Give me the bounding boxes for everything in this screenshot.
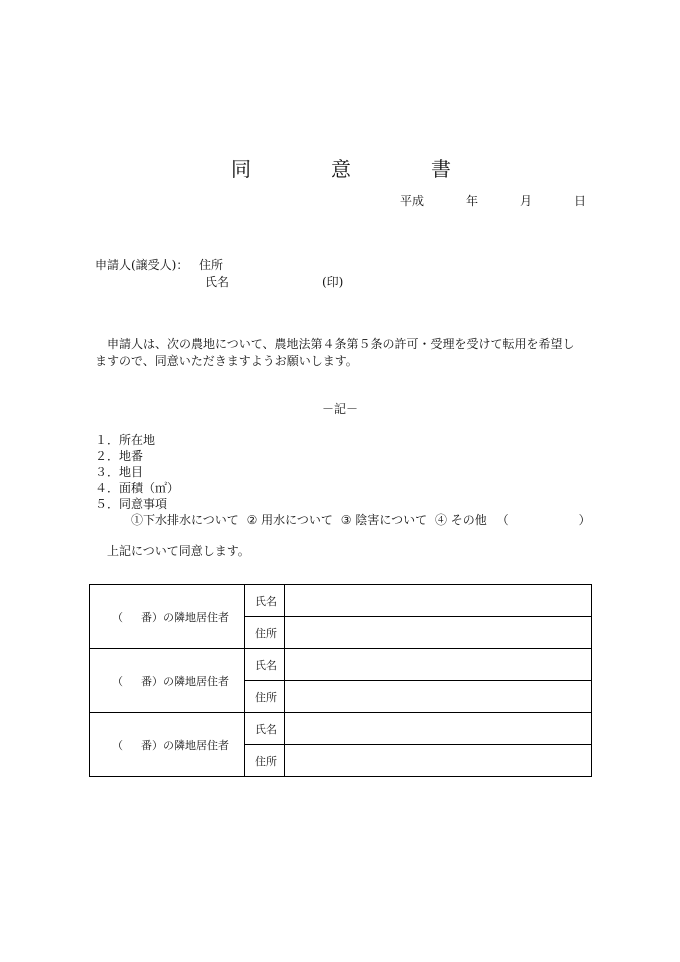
name-label: 氏名: [245, 585, 285, 617]
title-char-1: 同: [231, 157, 251, 181]
applicant-name-label: 氏名: [205, 275, 230, 289]
item-consent-matters: ５．同意事項: [95, 497, 168, 511]
name-field[interactable]: [285, 585, 592, 617]
table-row: [90, 713, 592, 745]
name-field[interactable]: [285, 649, 592, 681]
neighbor-label-cell: （ 番）の隣地居住者: [90, 585, 245, 649]
title-char-2: 意: [331, 157, 351, 181]
address-field[interactable]: [285, 745, 592, 777]
date-month: 月: [520, 194, 533, 208]
neighbor-label-cell: （ 番）の隣地居住者: [90, 649, 245, 713]
address-label: 住所: [245, 681, 285, 713]
consent-options: [131, 511, 591, 528]
name-label: 氏名: [245, 649, 285, 681]
table-row: [90, 585, 592, 617]
option-other-close: ）: [578, 513, 591, 527]
title-char-3: 書: [431, 157, 451, 181]
ki-heading: －記－: [322, 402, 359, 416]
date-year: 年: [466, 194, 479, 208]
address-field[interactable]: [285, 681, 592, 713]
date-day: 日: [574, 194, 587, 208]
option-other: ④ その他: [434, 513, 487, 527]
consent-table: [89, 584, 592, 777]
applicant-address-label: 住所: [199, 258, 224, 272]
address-label: 住所: [245, 617, 285, 649]
applicant-role: 申請人(譲受人)：: [95, 258, 189, 272]
body-line-2: ますので、同意いただきますようお願いします。: [95, 354, 358, 368]
closing-statement: 上記について同意します。: [107, 544, 250, 558]
item-land-category: ３．地目: [95, 465, 144, 479]
option-drainage: ①下水排水について: [131, 513, 239, 527]
option-shade: ③ 陰害について: [340, 513, 428, 527]
date-era: 平成: [400, 194, 425, 208]
option-irrigation: ② 用水について: [246, 513, 333, 527]
item-area: ４．面積（㎡）: [95, 481, 180, 495]
option-other-open: （: [496, 513, 509, 527]
item-location: １．所在地: [95, 433, 156, 447]
name-field[interactable]: [285, 713, 592, 745]
neighbor-label-cell: （ 番）の隣地居住者: [90, 713, 245, 777]
item-lot-number: ２．地番: [95, 449, 144, 463]
address-field[interactable]: [285, 617, 592, 649]
table-row: [90, 649, 592, 681]
body-line-1: 申請人は、次の農地について、農地法第４条第５条の許可・受理を受けて転用を希望し: [107, 337, 575, 351]
name-label: 氏名: [245, 713, 285, 745]
applicant-seal: (印): [322, 275, 344, 289]
address-label: 住所: [245, 745, 285, 777]
